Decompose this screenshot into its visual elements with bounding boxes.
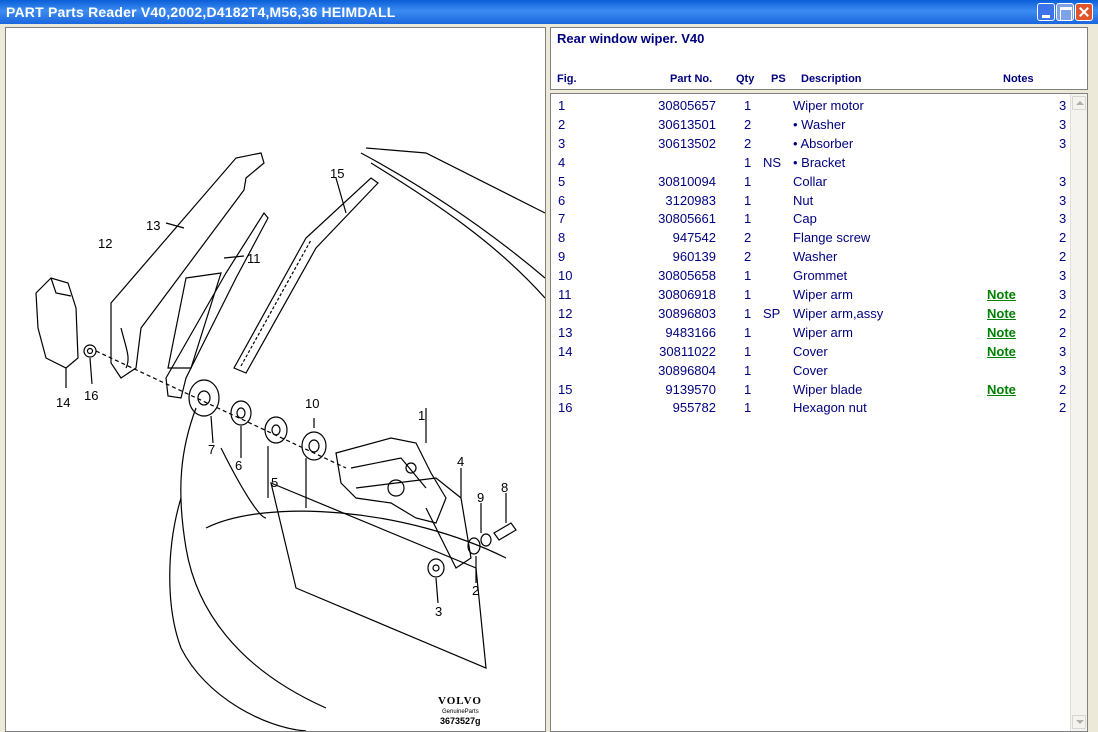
scroll-up-arrow-icon[interactable] [1072, 96, 1086, 110]
diagram-pane [5, 27, 546, 732]
qty-cell: 1 [744, 324, 752, 340]
qty-cell: 2 [744, 135, 752, 151]
fig-cell: 2 [558, 116, 566, 132]
fig-cell: 5 [558, 173, 566, 189]
notes-number-cell: 2 [1059, 249, 1067, 265]
qty-cell: 1 [744, 381, 752, 397]
table-row[interactable] [551, 172, 1071, 191]
part-no-cell: 947542 [672, 230, 716, 246]
col-description-header[interactable]: Description [801, 73, 862, 85]
table-row[interactable] [551, 228, 1071, 247]
description-cell: • Washer [793, 116, 846, 132]
notes-number-cell: 2 [1059, 400, 1067, 416]
table-row[interactable] [551, 209, 1071, 228]
notes-number-cell: 3 [1059, 116, 1067, 132]
brand-subtitle: GenuineParts [442, 709, 479, 715]
exploded-diagram [6, 28, 545, 731]
fig-cell: 6 [558, 192, 566, 208]
table-row[interactable] [551, 398, 1071, 417]
qty-cell: 1 [744, 362, 752, 378]
qty-cell: 1 [744, 154, 752, 170]
note-link[interactable]: Note [987, 287, 1016, 302]
ps-cell: SP [763, 305, 781, 321]
ps-cell: NS [763, 154, 782, 170]
callout-6: 6 [235, 458, 243, 473]
description-cell: Grommet [793, 268, 848, 284]
table-row[interactable] [551, 266, 1071, 285]
note-link[interactable]: Note [987, 324, 1016, 340]
qty-cell: 1 [744, 305, 752, 321]
part-no-cell: 9139570 [665, 381, 716, 397]
part-no-cell: 30805661 [658, 211, 716, 227]
notes-number-cell: 2 [1059, 381, 1067, 397]
qty-cell: 1 [744, 287, 752, 302]
fig-cell: 7 [558, 211, 566, 227]
callout-16: 16 [84, 388, 99, 403]
scroll-down-arrow-icon[interactable] [1072, 715, 1086, 729]
col-partno-header[interactable]: Part No. [670, 73, 713, 85]
part-no-cell: 30896804 [658, 362, 716, 378]
qty-cell: 2 [744, 230, 752, 246]
qty-cell: 1 [744, 98, 752, 113]
part-no-cell: 30896803 [658, 305, 716, 321]
close-button[interactable] [1075, 3, 1093, 21]
callout-14: 14 [56, 395, 71, 410]
table-row[interactable] [551, 115, 1071, 134]
callout-11: 11 [247, 251, 261, 266]
note-link[interactable]: Note [987, 305, 1016, 321]
note-link[interactable]: Note [987, 343, 1016, 359]
description-cell: Washer [793, 249, 838, 265]
callout-13: 13 [146, 218, 161, 233]
table-row[interactable] [551, 247, 1071, 266]
notes-number-cell: 3 [1059, 135, 1067, 151]
qty-cell: 1 [744, 211, 752, 227]
notes-number-cell: 3 [1059, 362, 1067, 378]
table-row[interactable] [551, 134, 1071, 153]
fig-cell: 11 [558, 287, 572, 302]
table-row[interactable] [551, 361, 1071, 380]
fig-cell: 8 [558, 230, 566, 246]
fig-cell: 13 [558, 324, 573, 340]
description-cell: Wiper arm [793, 324, 853, 340]
notes-number-cell: 2 [1059, 230, 1067, 246]
notes-number-cell: 3 [1059, 211, 1067, 227]
callout-15: 15 [330, 166, 345, 181]
description-cell: Wiper arm [793, 287, 853, 302]
fig-cell: 16 [558, 400, 573, 416]
parts-header [550, 27, 1088, 90]
fig-cell: 15 [558, 381, 573, 397]
fig-cell: 12 [558, 305, 573, 321]
parts-list[interactable] [550, 93, 1088, 732]
qty-cell: 1 [744, 192, 752, 208]
fig-cell: 3 [558, 135, 566, 151]
qty-cell: 2 [744, 116, 752, 132]
callout-4: 4 [457, 454, 465, 469]
fig-cell: 4 [558, 154, 566, 170]
description-cell: • Absorber [793, 135, 854, 151]
part-no-cell: 30806918 [658, 287, 716, 302]
table-row[interactable] [551, 304, 1071, 323]
maximize-button[interactable] [1056, 3, 1074, 21]
callout-1: 1 [418, 408, 426, 423]
notes-number-cell: 2 [1059, 324, 1067, 340]
qty-cell: 1 [744, 268, 752, 284]
description-cell: Wiper blade [793, 381, 863, 397]
callout-12: 12 [98, 236, 113, 251]
part-no-cell: 30810094 [658, 173, 716, 189]
part-no-cell: 960139 [672, 249, 716, 265]
table-row[interactable] [551, 380, 1071, 399]
callout-8: 8 [501, 480, 509, 495]
part-no-cell: 30613502 [658, 135, 716, 151]
col-ps-header[interactable]: PS [771, 73, 786, 85]
description-cell: Hexagon nut [793, 400, 867, 416]
notes-number-cell: 2 [1059, 305, 1067, 321]
notes-number-cell: 3 [1059, 268, 1067, 284]
table-row[interactable] [551, 96, 1071, 115]
description-cell: Wiper arm,assy [793, 305, 884, 321]
fig-cell: 10 [558, 268, 573, 284]
description-cell: Cover [793, 343, 828, 359]
col-notes-header[interactable]: Notes [1003, 73, 1034, 85]
part-no-cell: 30805657 [658, 98, 716, 113]
qty-cell: 1 [744, 173, 752, 189]
window-titlebar[interactable] [0, 0, 1098, 24]
qty-cell: 1 [744, 400, 752, 416]
fig-cell: 9 [558, 249, 566, 265]
part-no-cell: 955782 [672, 400, 716, 416]
col-fig-header[interactable]: Fig. [557, 73, 577, 85]
col-qty-header[interactable]: Qty [736, 73, 755, 85]
fig-cell: 14 [558, 343, 573, 359]
fig-cell: 1 [558, 98, 566, 113]
part-no-cell: 9483166 [665, 324, 716, 340]
window-title: PART Parts Reader V40,2002,D4182T4,M56,36 HEIMDALL [6, 4, 396, 20]
table-row[interactable] [551, 285, 1071, 304]
description-cell: • Bracket [793, 154, 846, 170]
part-no-cell: 30805658 [658, 268, 716, 284]
notes-number-cell: 3 [1059, 98, 1067, 113]
part-no-cell: 3120983 [665, 192, 716, 208]
notes-number-cell: 3 [1059, 192, 1067, 208]
brand-logo: VOLVO [438, 695, 482, 707]
callout-3: 3 [435, 604, 443, 619]
description-cell: Cap [793, 211, 817, 227]
description-cell: Wiper motor [793, 98, 864, 113]
qty-cell: 2 [744, 249, 752, 265]
notes-number-cell: 3 [1059, 173, 1067, 189]
description-cell: Cover [793, 362, 828, 378]
notes-number-cell: 3 [1059, 287, 1067, 302]
callout-10: 10 [305, 396, 320, 411]
qty-cell: 1 [744, 343, 752, 359]
vertical-scrollbar[interactable] [1070, 94, 1087, 731]
part-no-cell: 30811022 [659, 343, 716, 359]
callout-2: 2 [472, 583, 480, 598]
callout-5: 5 [271, 475, 279, 490]
description-cell: Collar [793, 173, 827, 189]
description-cell: Flange screw [793, 230, 871, 246]
note-link[interactable]: Note [987, 381, 1016, 397]
description-cell: Nut [793, 192, 814, 208]
table-row[interactable] [551, 191, 1071, 210]
part-no-cell: 30613501 [658, 116, 716, 132]
callout-7: 7 [208, 442, 216, 457]
notes-number-cell: 3 [1059, 343, 1067, 359]
table-row[interactable] [551, 323, 1071, 342]
table-row[interactable] [551, 153, 1071, 172]
drawing-number: 3673527g [440, 716, 481, 726]
minimize-button[interactable] [1037, 3, 1055, 21]
page-title: Rear window wiper. V40 [557, 31, 705, 46]
callout-9: 9 [477, 490, 485, 505]
table-row[interactable] [551, 342, 1071, 361]
